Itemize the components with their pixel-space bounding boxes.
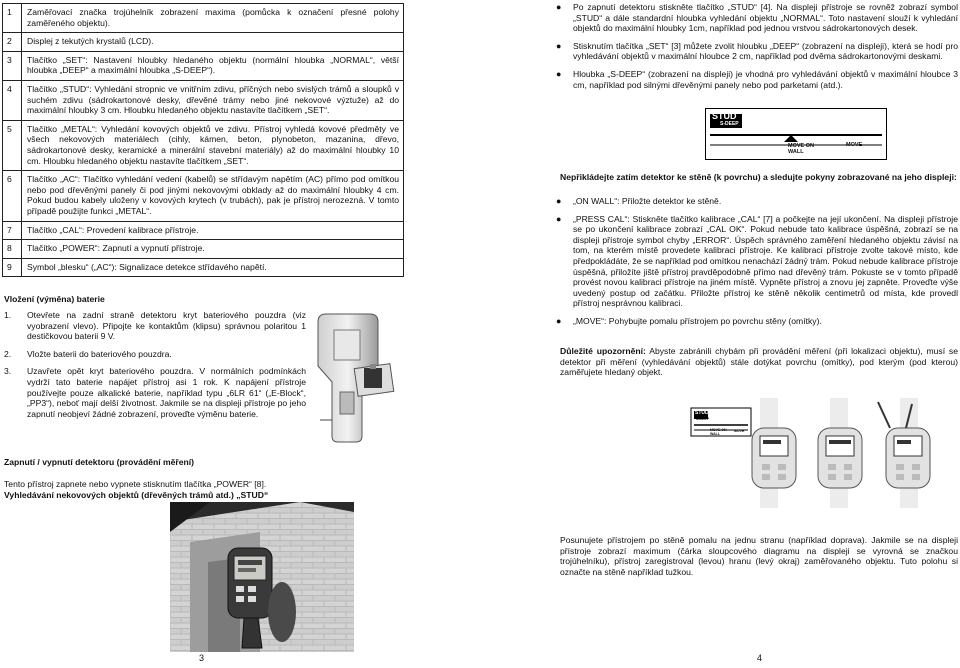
legend-number: 2 (3, 33, 22, 52)
bullet-icon: ● (556, 315, 562, 326)
legend-row (3, 171, 404, 221)
scanning-sequence-illustration (690, 398, 958, 510)
legend-table (2, 3, 404, 277)
legend-row (3, 120, 404, 170)
bullet-icon: ● (556, 68, 562, 79)
bullet-icon: ● (556, 213, 562, 224)
legend-text: Tlačítko „METAL“: Vyhledání kovových objektů ve zdivu. Přístroj vyhledá kovové předměty ve všech nekovových materiálech (cihly, kámen, beton, plynobeton, mazanina, dřevo, sádrokartonové desky, keramické a minerální stavební materiály) až do maximální hloubky 10 cm. Hloubku hledaného objektu nastavíte tlačítkem „SET“. (22, 120, 404, 170)
nonmetal-heading: Vyhledávání nekovových objektů (dřevěných trámů atd.) „STUD“ (4, 490, 269, 500)
bullet-text: Po zapnutí detektoru stiskněte tlačítko „STUD“ [4]. Na displeji přístroje se rovněž zobrazí symbol „STUD“ a dále standardní hloubka vyhledání objektu „NORMAL“. Toto nastavení slouží k vyhledání objektů do maximální hloubky 1cm, například pod jednou vrstvou sádrokartonových desek. (573, 2, 958, 34)
display-sdeep-label: S-DEEP (720, 121, 739, 127)
legend-number: 7 (3, 221, 22, 240)
legend-number: 6 (3, 171, 22, 221)
step-number: 2. (4, 348, 12, 359)
step-text: Uzavřete opět kryt bateriového pouzdra. V normálních podmínkách vydrží tato baterie napájet přístroj asi 1 rok. K napájení přístroje používejte pouze alkalické baterie, například typu „6LR 61“ („E-Block“, „PP3“), neboť mají delší životnost. Jakmile se na displeji přístroje po jeho zapnutí neobjeví žádné zobrazení, proveďte výměnu baterie. (27, 366, 306, 419)
display-stud-label: STUD (712, 111, 737, 121)
display-diagram (705, 108, 887, 160)
legend-text: Tlačítko „SET“: Nastavení hloubky hledaného objektu (normální hloubka „NORMAL“, větší hloubka „DEEP“ a maximální hloubka „S-DEEP“). (22, 51, 404, 80)
legend-text: Tlačítko „STUD“: Vyhledání stropnic ve vnitřním zdivu, příčných nebo svislých trámů a sloupků v suchém zdivu (sádrokartonové desky, dřevěné trámy nebo jiné nekovové výztuže) až do maximální hloubky 3 cm. Hloubku hledaného objektu nastavíte tlačítkem „SET“. (22, 80, 404, 120)
bullet-item (550, 41, 958, 62)
bullet-text: „ON WALL“: Přiložte detektor ke stěně. (573, 196, 722, 206)
battery-steps (4, 310, 306, 426)
display-move-on-wall: MOVE ON WALL (788, 143, 814, 155)
power-text: Tento přístroj zapnete nebo vypnete stisknutím tlačítka „POWER“ [8]. (4, 479, 267, 489)
bullet-text: Stisknutím tlačítka „SET“ [3] můžete zvolit hloubku „DEEP“ (zobrazení na displeji), která se hodí pro vyhledávání objektů v maximální hloubce 2 cm, například pod dvěma sádrokartonovými deskami. (573, 40, 958, 62)
battery-step (4, 310, 306, 342)
legend-text: Tlačítko „AC“: Tlačítko vyhledání vedení (kabelů) se střídavým napětím (AC) přímo pod omítkou nebo pod dřevěnými panely či pod jinými nekovovými obklady až do maximální hloubky 4 cm. Pokud budou kabely uloženy v kovových krytech (v trubách), pak je přístroj nerozezná. V tomto případě použijte funkci „METAL“. (22, 171, 404, 221)
bullet-item (550, 2, 958, 34)
bullet-icon: ● (556, 40, 562, 51)
legend-number: 3 (3, 51, 22, 80)
small-display-move-on-wall: MOVE ON WALL (710, 428, 727, 436)
prompts-heading: Nepřikládejte zatím detektor ke stěně (k povrchu) a sledujte pokyny zobrazované na jeho displeji: (560, 172, 957, 182)
bullet-text: Hloubka „S-DEEP“ (zobrazení na displeji) je vhodná pro vyhledávání objektů v maximální hloubce 3 cm, například pod silnými dřevěnými panely nebo pod parketami (atd.). (573, 68, 958, 90)
step-text: Otevřete na zadní straně detektoru kryt bateriového pouzdra (viz vyobrazení vlevo). Připojte ke kontaktům (klipsu) správnou polaritou 1 destičkovou baterii 9 V. (27, 310, 306, 342)
display-move: MOVE (846, 142, 863, 148)
legend-row (3, 51, 404, 80)
battery-compartment-illustration (306, 308, 416, 450)
legend-row (3, 240, 404, 259)
battery-step (4, 349, 306, 360)
legend-row (3, 4, 404, 33)
bullet-text: „PRESS CAL“: Stiskněte tlačítko kalibrace „CAL“ [7] a počkejte na její ukončení. Na displeji přístroje se po ukončení kalibrace zobrazí „CAL OK“. Pokud nebude tato kalibrace úspěšná, zobrazí se na displeji přístroje symbol chyby „ERROR“. Úspěch správného zaměření hledaného objektu závisí na tom, na kterém místě provedete kalibraci přístroje. Ke kalibraci přístroje zvolte takové místo, kde předpokládáte, že se například pod omítkou nenachází žádný trám. Pokud nebude kalibrace přístroje úspěšná, přiložíte jiště přístroj pravděpodobně přímo nad dřevěný trám. Pokuste se v tomto případě provést novou kalibraci přístroje na jiném místě. Vypněte přístroj a znovu jej zapněte. Proveďte výše uvedený postup od začátku. Přiložte přístroj ke stěně několik centimetrů od místa, kde provedl přístroj nesprávnou kalibraci. (573, 213, 958, 309)
bullet-item (550, 69, 958, 90)
bullet-icon: ● (556, 196, 562, 206)
legend-row (3, 33, 404, 52)
bullet-text: „MOVE“: Pohybujte pomalu přístrojem po povrchu stěny (omítky). (573, 315, 822, 326)
warning-label: Důležité upozornění: (560, 346, 646, 356)
small-display-move: MOVE (734, 429, 745, 433)
legend-text: Zaměřovací značka trojúhelník zobrazení maxima (pomůcka k označení přesné polohy zaměřeného objektu). (22, 4, 404, 33)
legend-number: 1 (3, 4, 22, 33)
legend-row (3, 258, 404, 277)
battery-heading: Vložení (výměna) baterie (4, 294, 105, 304)
legend-text: Tlačítko „POWER“: Zapnutí a vypnutí přístroje. (22, 240, 404, 259)
legend-number: 9 (3, 258, 22, 277)
bullet-item (550, 196, 958, 207)
warning-paragraph (560, 346, 958, 378)
legend-text: Tlačítko „CAL“: Provedení kalibrace přístroje. (22, 221, 404, 240)
display-prompts-list (550, 196, 958, 334)
wall-scanning-illustration (170, 502, 354, 652)
bullet-item (550, 316, 958, 327)
power-heading: Zapnutí / vypnutí detektoru (provádění měření) (4, 457, 195, 467)
small-display-stud: STUD (695, 410, 709, 416)
legend-text: Symbol „blesku“ („AC“): Signalizace detekce střídavého napětí. (22, 258, 404, 277)
step-number: 1. (4, 310, 12, 320)
legend-row (3, 221, 404, 240)
step-text: Vložte baterii do bateriového pouzdra. (27, 348, 172, 359)
legend-text: Displej z tekutých krystalů (LCD). (22, 33, 404, 52)
step-number: 3. (4, 366, 12, 377)
stud-steps-list (550, 2, 958, 97)
small-display-sdeep: S-DEEP (696, 417, 710, 421)
bullet-icon: ● (556, 2, 562, 12)
legend-number: 4 (3, 80, 22, 120)
right-page (480, 0, 960, 668)
legend-number: 8 (3, 240, 22, 259)
page-number-left: 3 (199, 653, 205, 664)
legend-row (3, 80, 404, 120)
battery-step (4, 366, 306, 419)
page-number-right: 4 (757, 653, 763, 664)
warning-text: Abyste zabránili chybám při provádění měření (při lokalizaci objektu), musí se detektor při měření (vyhledávání objektů) stále dotýkat povrchu (omítky), pod kterým (pod kterou) zaměřujete hledaný objekt. (560, 346, 958, 378)
bullet-item (550, 214, 958, 309)
legend-number: 5 (3, 120, 22, 170)
illustration-caption: Posunujete přístrojem po stěně pomalu na jednu stranu (například doprava). Jakmile se na displeji přístroje zobrazí maximum (čárka sloupcového diagramu na displeji se vyrovná se značkou trojúhelníku), přístroj zaregistroval (levou) hranu (levý okraj) zaměřovaného objektu. Tuto polohu si označte na stěně například tužkou. (560, 535, 958, 577)
